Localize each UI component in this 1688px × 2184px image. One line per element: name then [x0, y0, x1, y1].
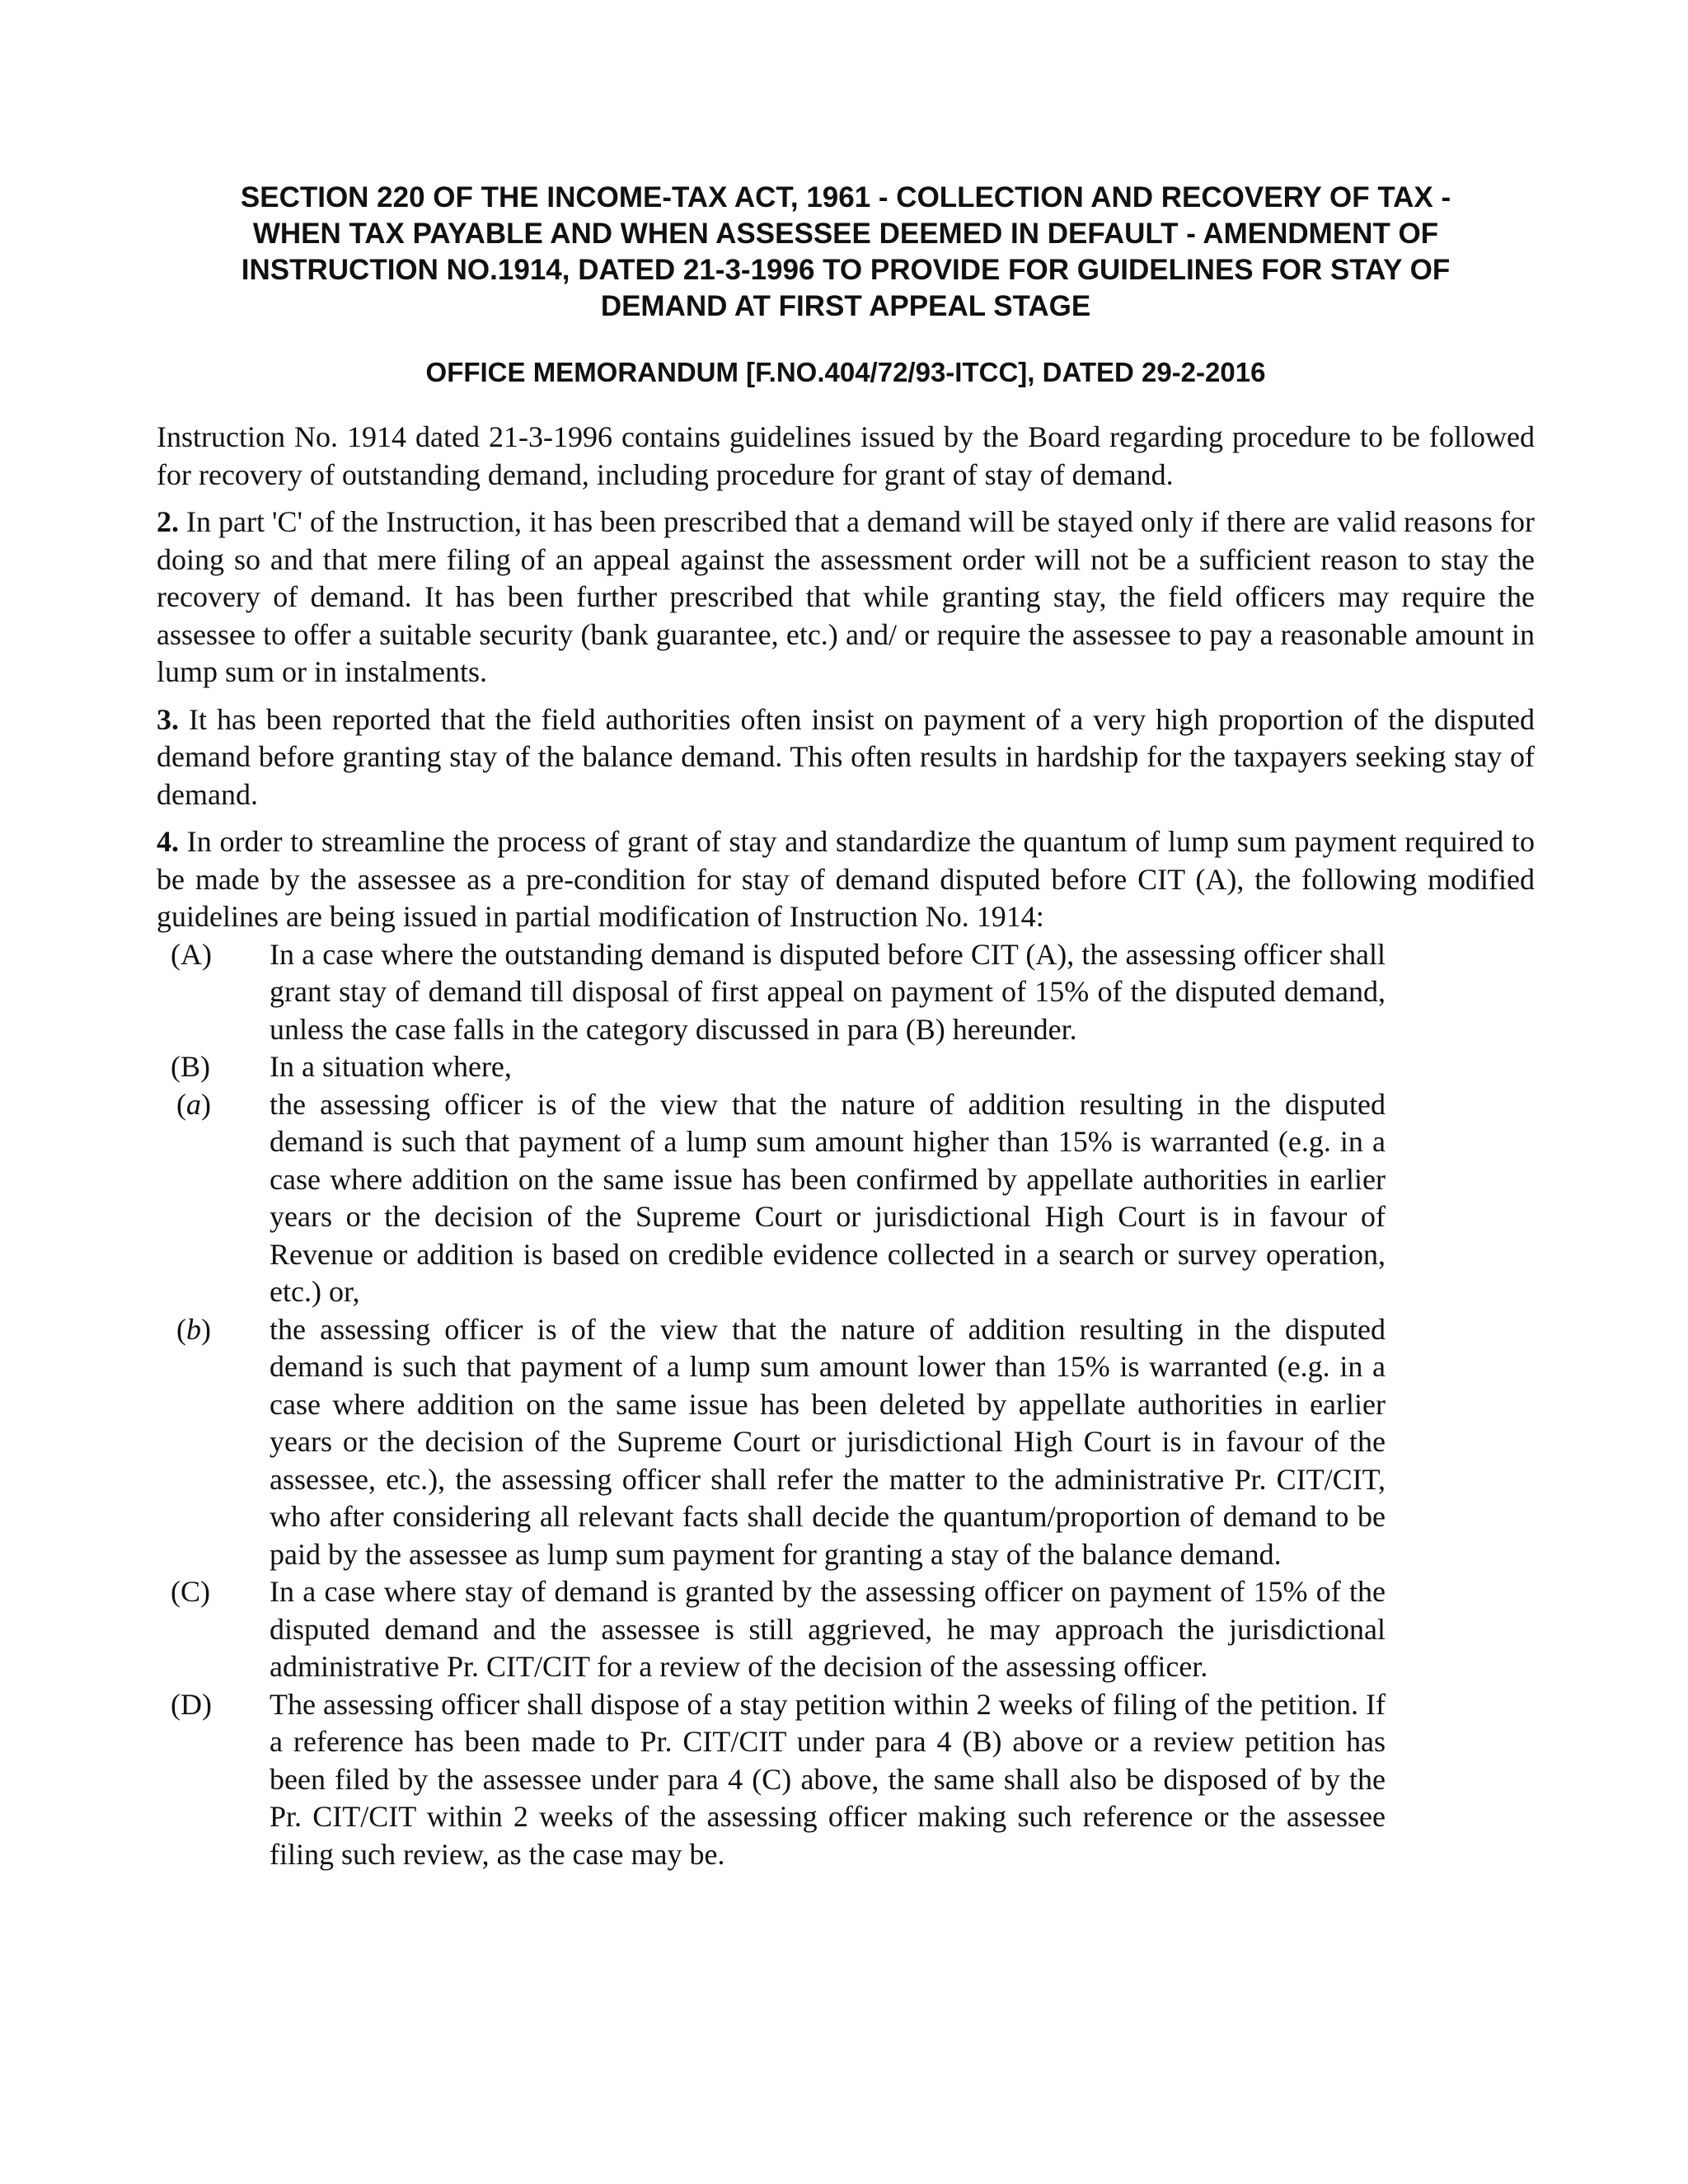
item-text: In a situation where, — [270, 1050, 512, 1083]
item-text: the assessing officer is of the view that the nature of addition resulting in the disputed demand is such that payment of a lump sum amount higher than 15% is warranted (e.g. in a case where addition on the same issue has been confirmed by appellate authorities in earlier years or the decision of the Supreme Court or jurisdictional High Court is in favour of Revenue or addition is based on credible evidence collected in a search or survey operation, etc.) or, — [270, 1087, 1386, 1308]
document-title — [157, 180, 1535, 325]
title-line: SECTION 220 OF THE INCOME-TAX ACT, 1961 - COLLECTION AND RECOVERY OF TAX - — [240, 181, 1451, 213]
item-label: (D) — [171, 1687, 212, 1721]
item-text: In a case where stay of demand is granted by the assessing officer on payment of 15% of the disputed demand and the assessee is still aggrieved, he may approach the jurisdictional administrative Pr. CIT/CIT for a review of the decision of the assessing officer. — [270, 1575, 1386, 1683]
paragraph-4 — [157, 823, 1535, 936]
guideline-subitem-b — [157, 1311, 1535, 1574]
paragraph-text: It has been reported that the field authorities often insist on payment of a very high proportion of the disputed demand before granting stay of the balance demand. This often results in hardship for the taxpayers seeking stay of demand. — [157, 702, 1536, 811]
item-label: (b) — [176, 1312, 211, 1346]
item-label: (C) — [171, 1575, 210, 1608]
paragraph-number: 4. — [157, 825, 179, 858]
item-label: (a) — [176, 1087, 211, 1121]
guideline-subitem-a — [157, 1086, 1535, 1311]
office-memorandum-heading: OFFICE MEMORANDUM [F.NO.404/72/93-ITCC], DATED 29-2-2016 — [425, 357, 1266, 387]
guideline-item-d-upper — [157, 1686, 1535, 1874]
paragraph-2 — [157, 504, 1535, 691]
title-line: INSTRUCTION NO.1914, DATED 21-3-1996 TO PROVIDE FOR GUIDELINES FOR STAY OF — [241, 254, 1451, 286]
document-page — [157, 180, 1535, 1873]
title-line: WHEN TAX PAYABLE AND WHEN ASSESSEE DEEMED IN DEFAULT - AMENDMENT OF — [252, 218, 1439, 250]
item-text: In a case where the outstanding demand is disputed before CIT (A), the assessing officer shall grant stay of demand till disposal of first appeal on payment of 15% of the disputed demand, unless the case falls in the category discussed in para (B) hereunder. — [270, 937, 1386, 1046]
intro-paragraph: Instruction No. 1914 dated 21-3-1996 contains guidelines issued by the Board regarding procedure to be followed for recovery of outstanding demand, including procedure for grant of stay of demand. — [157, 420, 1535, 491]
item-label: (B) — [171, 1050, 210, 1083]
paragraph-number: 3. — [157, 702, 179, 736]
paragraph-text: In order to streamline the process of grant of stay and standardize the quantum of lump sum payment required to be made by the assessee as a pre-condition for stay of demand disputed before CIT (A), the following modified guidelines are being issued in partial modification of Instruction No. 1914: — [157, 825, 1536, 933]
item-text: The assessing officer shall dispose of a stay petition within 2 weeks of filing of the petition. If a reference has been made to Pr. CIT/CIT under para 4 (B) above or a review petition has been filed by the assessee under para 4 (C) above, the same shall also be disposed of by the Pr. CIT/CIT within 2 weeks of the assessing officer making such reference or the assessee filing such review, as the case may be. — [270, 1687, 1386, 1871]
guideline-item-a-upper — [157, 936, 1535, 1049]
item-label: (A) — [171, 937, 212, 971]
title-line: DEMAND AT FIRST APPEAL STAGE — [600, 290, 1091, 322]
guidelines-list — [157, 936, 1535, 1874]
paragraph-3 — [157, 701, 1535, 814]
paragraph-text: In part 'C' of the Instruction, it has been prescribed that a demand will be stayed only if there are valid reasons for doing so and that mere filing of an appeal against the assessment order will not be a sufficient reason to stay the recovery of demand. It has been further prescribed that while granting stay, the field officers may require the assessee to offer a suitable security (bank guarantee, etc.) and/ or require the assessee to pay a reasonable amount in lump sum or in instalments. — [157, 505, 1536, 688]
guideline-item-b-upper — [157, 1048, 1535, 1086]
paragraph-number: 2. — [157, 505, 179, 538]
item-text: the assessing officer is of the view that the nature of addition resulting in the disputed demand is such that payment of a lump sum amount lower than 15% is warranted (e.g. in a case where addition on the same issue has been deleted by appellate authorities in earlier years or the decision of the Supreme Court or jurisdictional High Court is in favour of the assessee, etc.), the assessing officer shall refer the matter to the administrative Pr. CIT/CIT, who after considering all relevant facts shall decide the quantum/proportion of demand to be paid by the assessee as lump sum payment for granting a stay of the balance demand. — [270, 1312, 1386, 1571]
guideline-item-c-upper — [157, 1573, 1535, 1686]
